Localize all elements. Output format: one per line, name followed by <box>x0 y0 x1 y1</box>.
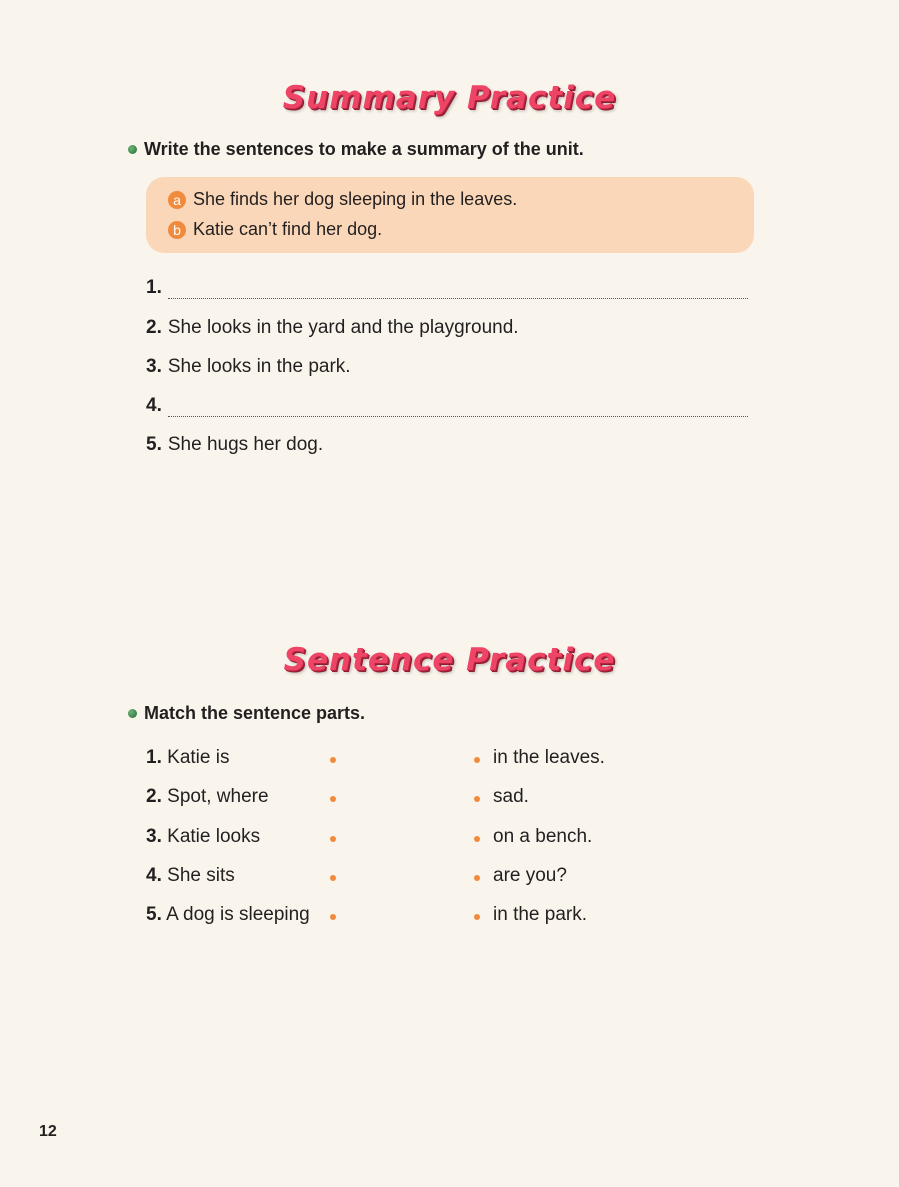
match-left-dot[interactable] <box>330 914 336 920</box>
options-box <box>146 177 754 253</box>
match-left-item <box>146 826 260 848</box>
sentence-instruction-text: Match the sentence parts. <box>144 703 366 723</box>
sequence-number: 2. <box>146 317 162 338</box>
match-number: 3. <box>146 826 162 847</box>
sequence-item-4 <box>146 395 748 417</box>
match-right-dot[interactable] <box>474 796 480 802</box>
match-row-5 <box>146 904 646 928</box>
sequence-text: She looks in the yard and the playground. <box>167 317 519 338</box>
summary-instruction-text: Write the sentences to make a summary of the unit. <box>144 139 584 159</box>
match-row-2 <box>146 786 646 810</box>
match-right-text: are you? <box>493 865 567 886</box>
match-right-dot[interactable] <box>474 875 480 881</box>
bullet-icon <box>128 145 137 154</box>
match-left-item <box>146 904 310 926</box>
match-left-item <box>146 865 235 887</box>
sequence-item-1 <box>146 277 748 299</box>
sentence-title: Sentence Practice <box>283 642 616 678</box>
option-text: She finds her dog sleeping in the leaves. <box>193 189 518 209</box>
summary-instruction <box>128 139 584 160</box>
option-text: Katie can’t find her dog. <box>193 219 383 239</box>
match-right-text: sad. <box>493 786 529 807</box>
match-left-text: Katie looks <box>167 826 261 847</box>
match-number: 1. <box>146 747 162 768</box>
sequence-number: 4. <box>146 395 162 416</box>
match-right-dot[interactable] <box>474 836 480 842</box>
match-left-text: Katie is <box>167 747 230 768</box>
bullet-icon <box>128 709 137 718</box>
match-row-4 <box>146 865 646 889</box>
summary-title: Summary Practice <box>282 80 617 116</box>
answer-blank-4[interactable] <box>168 398 748 417</box>
match-number: 2. <box>146 786 162 807</box>
sentence-instruction <box>128 703 365 724</box>
match-left-item <box>146 786 269 808</box>
match-left-dot[interactable] <box>330 757 336 763</box>
sequence-text: She hugs her dog. <box>167 434 324 455</box>
option-a <box>168 189 517 210</box>
page-number: 12 <box>39 1123 57 1140</box>
match-left-text: A dog is sleeping <box>166 904 310 925</box>
match-right-dot[interactable] <box>474 757 480 763</box>
option-letter-badge: b <box>168 221 186 239</box>
match-number: 5. <box>146 904 162 925</box>
match-left-item <box>146 747 229 769</box>
match-right-dot[interactable] <box>474 914 480 920</box>
match-left-dot[interactable] <box>330 836 336 842</box>
sequence-number: 1. <box>146 277 162 298</box>
sequence-number: 5. <box>146 434 162 455</box>
option-letter-badge: a <box>168 191 186 209</box>
match-left-dot[interactable] <box>330 796 336 802</box>
match-row-1 <box>146 747 646 771</box>
match-left-text: Spot, where <box>167 786 269 807</box>
sequence-item-3 <box>146 356 351 378</box>
match-left-dot[interactable] <box>330 875 336 881</box>
answer-blank-1[interactable] <box>168 280 748 299</box>
sequence-item-5 <box>146 434 323 456</box>
match-right-text: in the leaves. <box>493 747 605 768</box>
sequence-text: She looks in the park. <box>167 356 351 377</box>
option-b <box>168 219 382 240</box>
sequence-item-2 <box>146 317 519 339</box>
match-row-3 <box>146 826 646 850</box>
match-right-text: in the park. <box>493 904 587 925</box>
match-right-text: on a bench. <box>493 826 593 847</box>
match-number: 4. <box>146 865 162 886</box>
sequence-number: 3. <box>146 356 162 377</box>
match-left-text: She sits <box>167 865 235 886</box>
